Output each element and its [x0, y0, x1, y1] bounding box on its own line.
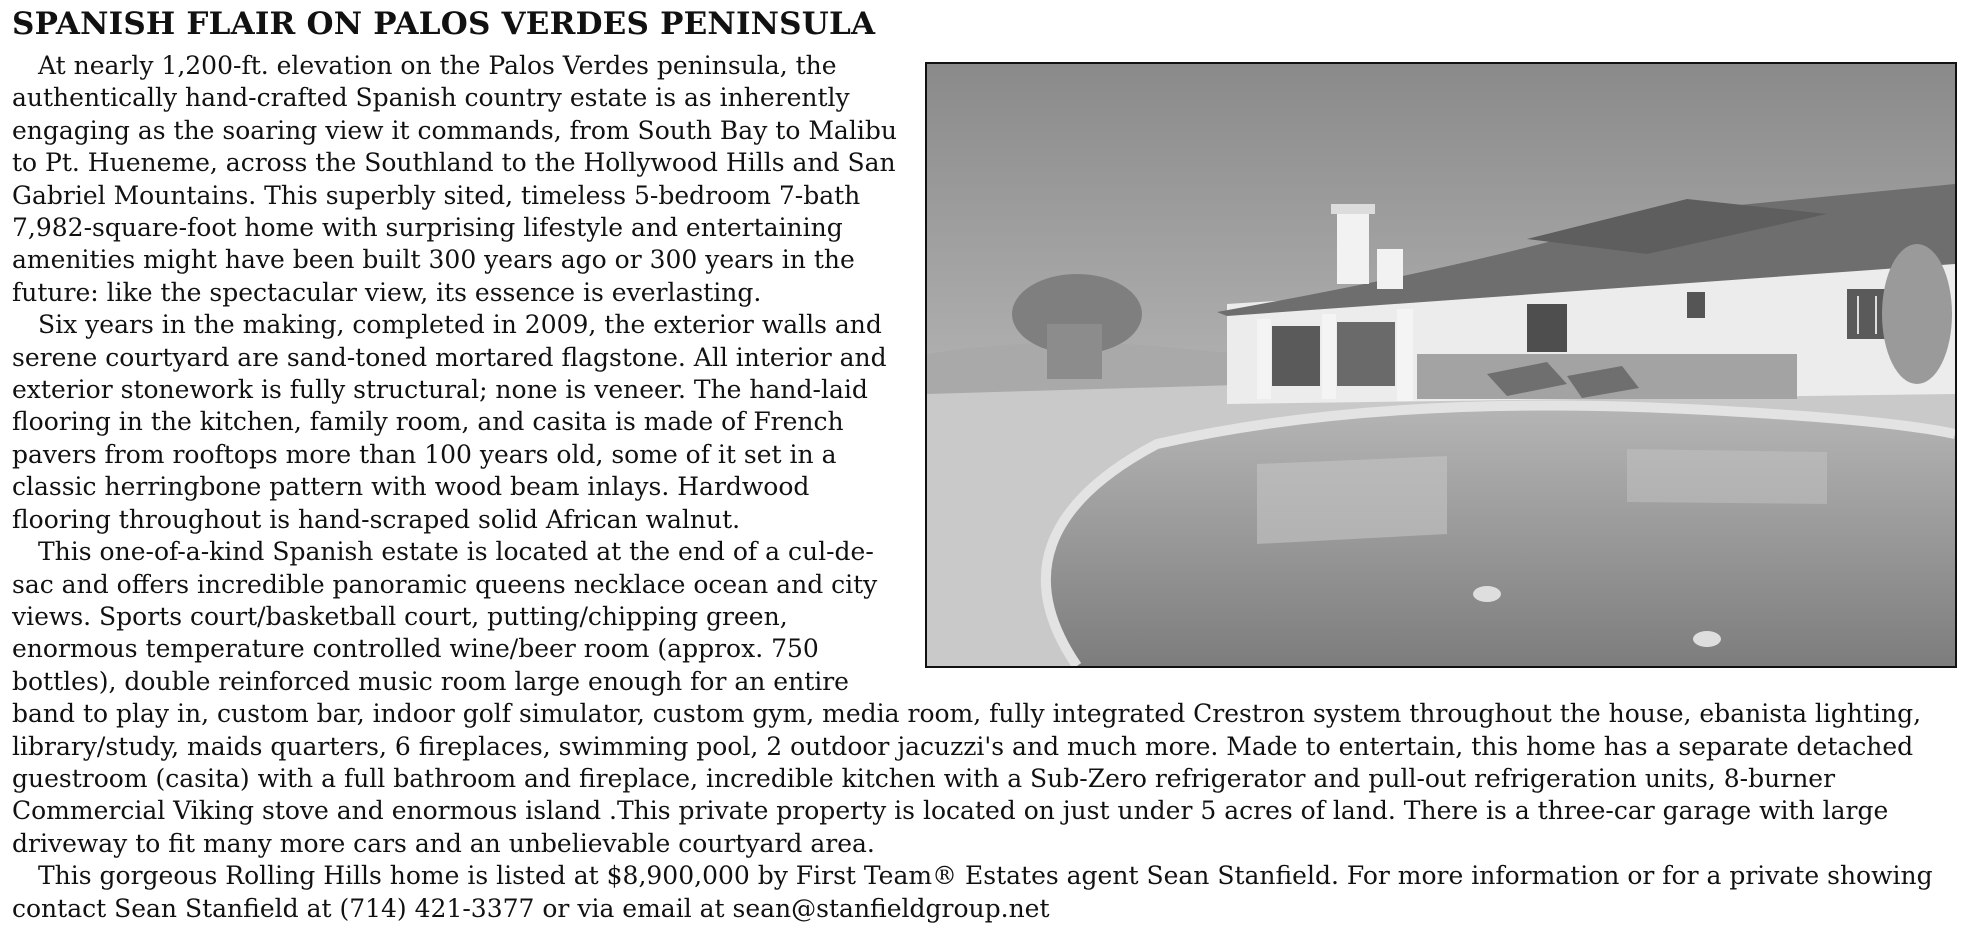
paragraph-1: At nearly 1,200-ft. elevation on the Palos Verdes peninsula, the authentically hand-crafted Spanish country estate is as inherently engaging as the soaring view it commands, from South Bay to Malibu to Pt. Hueneme, across the Southland to the Hollywood Hills and San Gabriel Mountains. This superbly sited, timeless 5-bedroom 7-bath 7,982-square-foot home with surprising lifestyle and entertaining amenities might have been built 300 years ago or 300 years in the future: like the spectacular view, its essence is everlasting. [12, 51, 897, 307]
house-photo-illustration [927, 64, 1955, 666]
paragraph-4: This gorgeous Rolling Hills home is listed at $8,900,000 by First Team® Estates agent Sean Stanfield. For more information or for a private showing contact Sean Stanfield at (714) 421-3377 or via email at sean@stanfieldgroup.net [12, 861, 1933, 923]
paragraph-2: Six years in the making, completed in 2009, the exterior walls and serene courtyard are sand-toned mortared flagstone. All interior and exterior stonework is fully structural; none is veneer. The hand-laid flooring in the kitchen, family room, and casita is made of French pavers from rooftops more than 100 years old, some of it set in a classic herringbone pattern with wood beam inlays. Hardwood flooring throughout is hand-scraped solid African walnut. [12, 310, 887, 534]
house-photo [925, 62, 1957, 668]
article [12, 4, 1957, 925]
paragraph-3: This one-of-a-kind Spanish estate is located at the end of a cul-de-sac and offers incredible panoramic queens necklace ocean and city views. Sports court/basketball court, putting/chipping green, enormous temperature controlled wine/beer room (approx. 750 bottles), double reinforced music room large enough for an entire band to play in, custom bar, indoor golf simulator, custom gym, media room, fully integrated Crestron system throughout the house, ebanista lighting, library/study, maids quarters, 6 fireplaces, swimming pool, 2 outdoor jacuzzi's and much more. Made to entertain, this home has a separate detached guestroom (casita) with a full bathroom and fireplace, incredible kitchen with a Sub-Zero refrigerator and pull-out refrigeration units, 8-burner Commercial Viking stove and enormous island .This private property is located on just under 5 acres of land. There is a three-car garage with large driveway to fit many more cars and an unbelievable courtyard area. [12, 537, 1922, 858]
headline: SPANISH FLAIR ON PALOS VERDES PENINSULA [12, 6, 876, 42]
